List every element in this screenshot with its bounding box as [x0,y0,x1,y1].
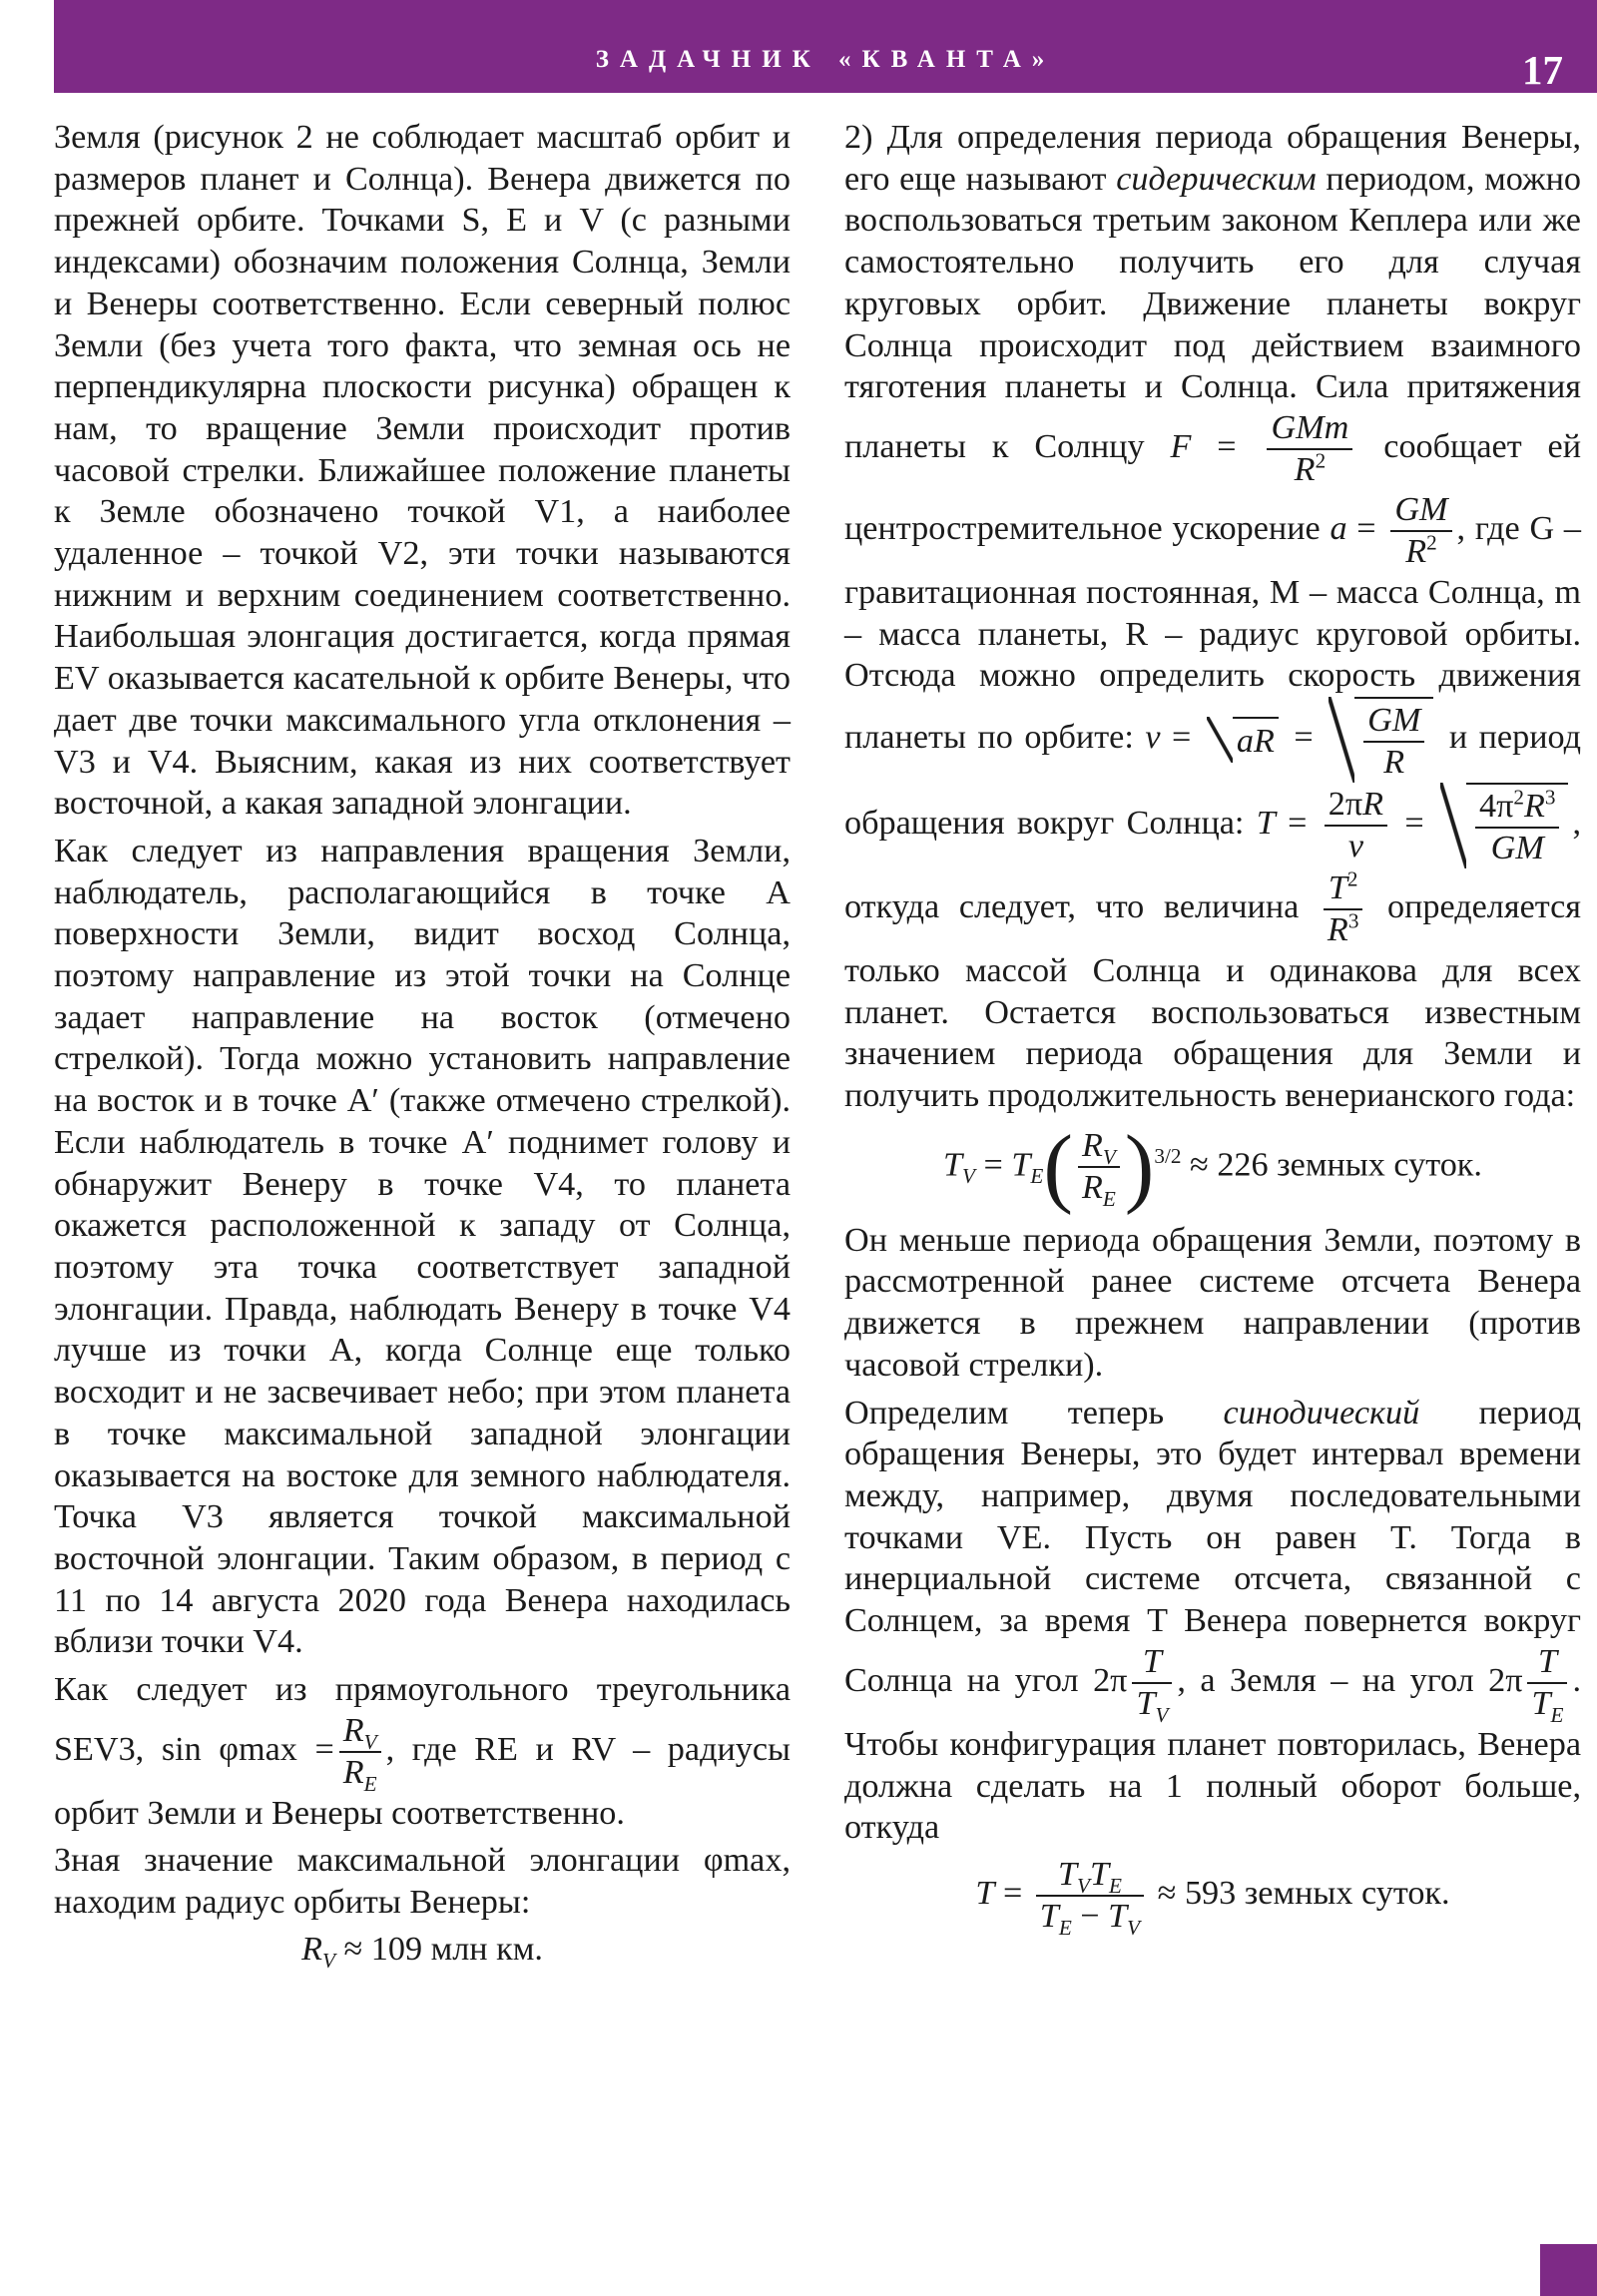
formula-venus-radius: $R_V \approx 109$ млн км. [301,1930,543,1973]
formula-acceleration: $\frac{GM}{R^2}$ [1390,490,1451,572]
page-header [54,0,1597,93]
formula-angle-venus: $\frac{T}{T_V}$ [1132,1642,1172,1724]
paragraph-sidereal-period: 2) Для определения периода обращения Венеры, его еще называют сидерическим периодом, можно воспользоваться третьим законом Кеплера или же самостоятельно получить его для случая круговых орбит. Движение планеты вокруг Солнца происходит под действием взаимного тяготения планеты и Солнца. Сила притяжения планеты к Солнцу F = GMm $R^2$ сообщает ей центростремительное ускорение a = $\frac{GM}{R^2}$ , где G – гравитационная постоянная, M – масса Солнца, m – масса планеты, R – радиус круговой орбиты. Отсюда можно определить скорость движения планеты по орбите: v = aR = $\frac{GM}{R}$ и период обращения вокруг Солнца: T = $\frac{2\pi R}{v}$ = $\frac{4\pi^2R^3}{GM}$ , откуда следует, что величина $\frac{T^2}{R^3}$ определяется только массой Солнца и одинакова для всех планет. Остается воспользоваться известным значением периода обращения для Земли и получить продолжительность венерианского года: [844,119,1582,1115]
formula-t2-over-r3: $\frac{T^2}{R^3}$ [1324,868,1362,950]
paragraph-elongation-direction: Как следует из направления вращения Земли, наблюдатель, располагающийся в точке A поверхности Земли, видит восход Солнца, поэтому направление из этой точки на Солнце задает направление на восток (отмечено стрелкой). Тогда можно установить направление на восток и в точке A′ (также отмечено стрелкой). Если наблюдатель в точке A′ поднимет голову и обнаружит Венеру в точке V4, то планета окажется расположенной к западу от Солнца, поэтому эта точка соответствует западной элонгации. Правда, наблюдать Венеру в точке V4 лучше из точки A, когда Солнце еще только восходит и не засвечивает небо; при этом планета в точке максимальной западной элонгации оказывается на востоке для земного наблюдателя. Точка V3 является точкой максимальной восточной элонгации. Таким образом, в период с 11 по 14 августа 2020 года Венера находилась вблизи точки V4. [54,832,791,1661]
paragraph-triangle: Как следует из прямоугольного треугольника SEV3, sin φmax = $\frac{R_V}{R_E}$ , где RE и RV – радиусы орбит Земли и Венеры соответственно. [54,1671,791,1832]
right-column [844,117,1581,1945]
page-corner-marker [1540,2244,1597,2296]
formula-venus-year: $T_V = T_E$( $\frac{R_V}{R_E}$ )$^{3/2}$ ≈ 226 земных суток. [943,1117,1482,1216]
paragraph-orbit-setup: Земля (рисунок 2 не соблюдает масштаб орбит и размеров планет и Солнца). Венера движется по прежней орбите. Точками S, E и V (с разными индексами) обозначим положения Солнца, Земли и Венеры соответственно. Если северный полюс Земли (без учета того факта, что земная ось не перпендикулярна плоскости рисунка) обращен к нам, то вращение Земли происходит против часовой стрелки. Ближайшее положение планеты к Земле обозначено точкой V1, а наиболее удаленное – точкой V2, эти точки называются нижним и верхним соединением соответственно. Наибольшая элонгация достигается, когда прямая EV оказывается касательной к орбите Венеры, что дает две точки максимального угла отклонения – V3 и V4. Выясним, какая из них соответствует восточной, а какая западной элонгации. [54,119,791,823]
paragraph-direction-note: Он меньше периода обращения Земли, поэтому в рассмотренной ранее системе отсчета Венера движется в прежнем направлении (против часовой стрелки). [844,1221,1581,1384]
formula-synodic-period: T = $T_VT_E$ $T_E - T_V$ ≈ 593 земных суток. [975,1855,1450,1940]
formula-sqrt-ar: aR [1207,717,1279,763]
paragraph-synodic-period: Определим теперь синодический период обращения Венеры, это будет интервал времени между, например, двумя последовательными точками VE. Пусть он равен T. Тогда в инерциальной системе отсчета, связанной с Солнцем, за время T Венера повернется вокруг Солнца на угол 2π $\frac{T}{T_V}$ , а Земля – на угол 2π $\frac{T}{T_E}$ . Чтобы конфигурация планет повторилась, Венера должна сделать на 1 полный оборот больше, откуда [844,1394,1582,1847]
formula-gravity-force: GMm $R^2$ [1267,408,1352,490]
formula-sqrt-gm-over-r: $\frac{GM}{R}$ [1329,697,1433,783]
left-column [54,117,791,1978]
paragraph-venus-radius: Зная значение максимальной элонгации φmax, находим радиус орбиты Венеры: [54,1842,791,1922]
formula-rv-over-re: $\frac{R_V}{R_E}$ [339,1711,381,1793]
formula-sqrt-period: $\frac{4\pi^2R^3}{GM}$ [1440,783,1568,868]
journal-section-title: ЗАДАЧНИК «КВАНТА» [595,46,1056,73]
formula-period-2pir-over-v: $\frac{2\pi R}{v}$ [1325,785,1387,866]
page-number: 17 [1522,47,1563,93]
formula-angle-earth: $\frac{T}{T_E}$ [1527,1642,1567,1724]
